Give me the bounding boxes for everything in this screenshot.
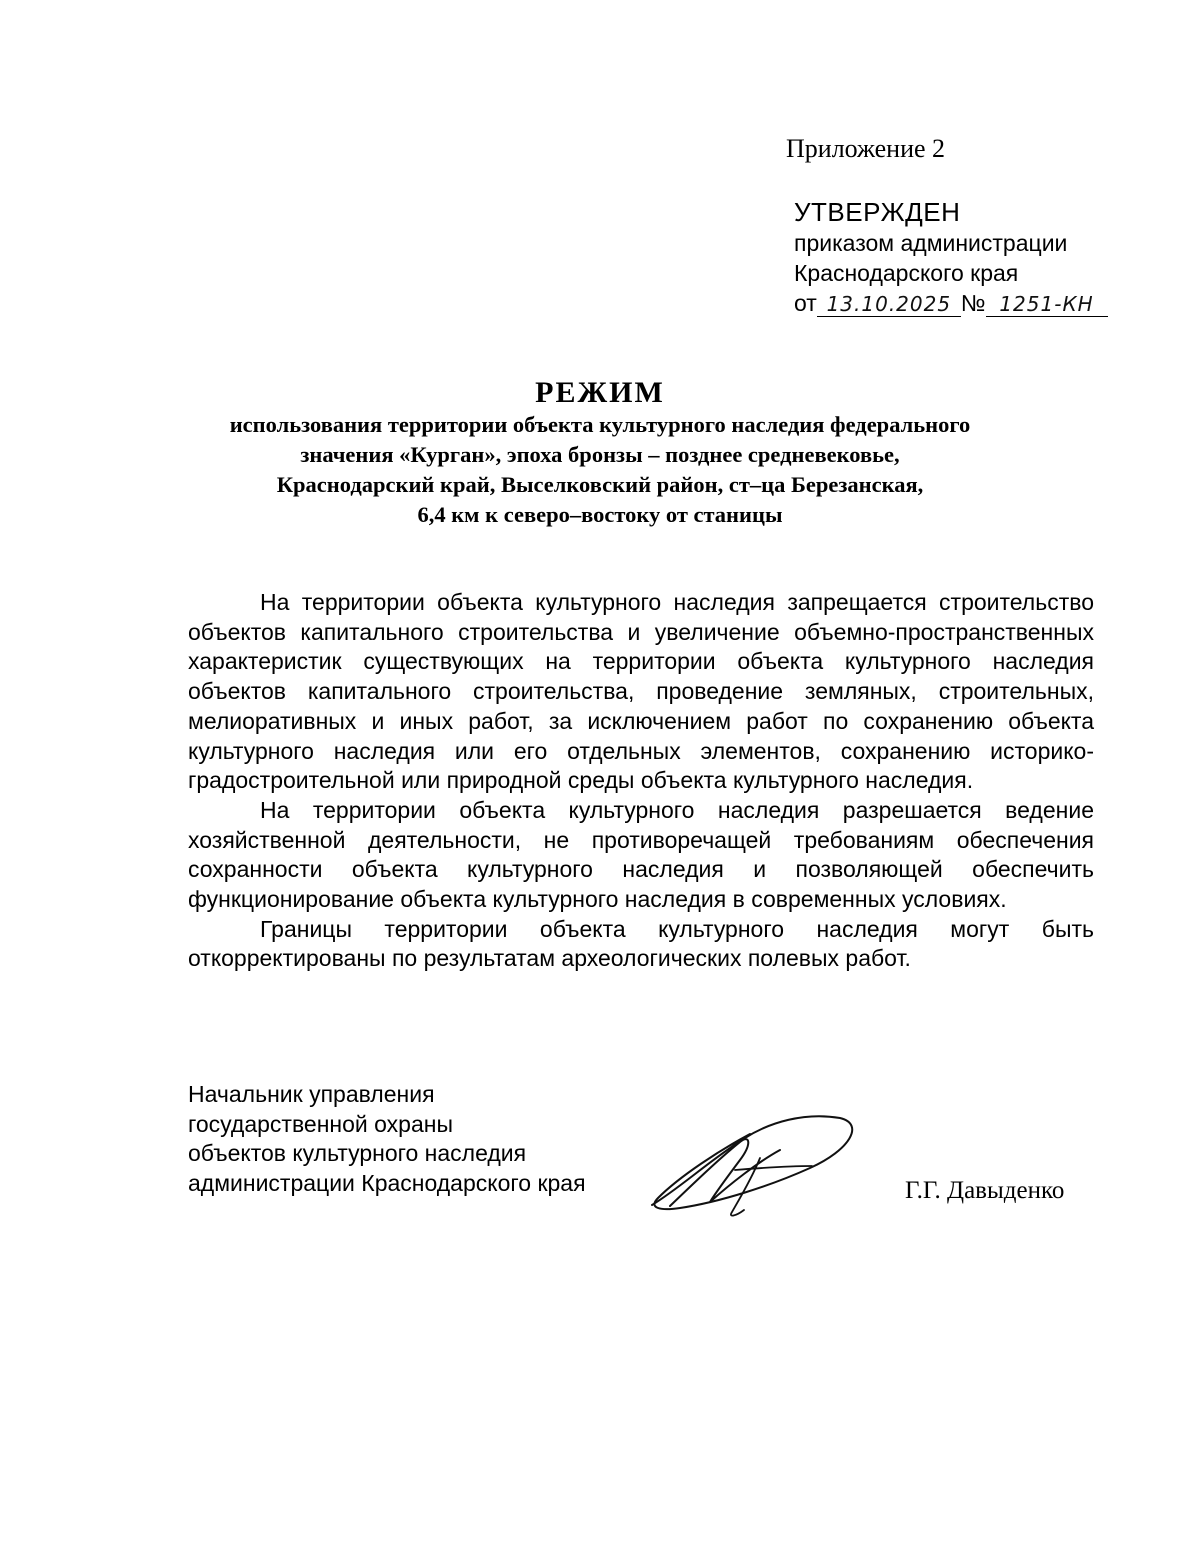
document-subtitle <box>150 410 1050 530</box>
position-line: администрации Краснодарского края <box>188 1169 586 1196</box>
handwritten-signature <box>640 1110 870 1220</box>
order-date: 13.10.2025 <box>817 292 961 317</box>
subtitle-line: использования территории объекта культурного наследия федерального <box>229 412 971 437</box>
body-paragraph: На территории объекта культурного наследия запрещается строительство объектов капитального строительства и увеличение объемно-пространственных характеристик существующих на территории объекта культурного наследия объектов капитального строительства, проведение земляных, строительных, мелиоративных и иных работ, за исключением работ по сохранению объекта культурного наследия или его отдельных элементов, сохранению историко-градостроительной или природной среды объекта культурного наследия. <box>188 589 1094 794</box>
approval-line-1: приказом администрации <box>794 230 1068 256</box>
document-title: РЕЖИМ <box>535 376 665 409</box>
approval-title: УТВЕРЖДЕН <box>794 197 961 227</box>
subtitle-line: Краснодарский край, Выселковский район, ст–ца Березанская, <box>276 472 924 497</box>
body-paragraph: Границы территории объекта культурного наследия могут быть откорректированы по результатам археологических полевых работ. <box>188 915 1094 972</box>
signatory-name: Г.Г. Давыденко <box>905 1177 1065 1204</box>
date-prefix: от <box>794 290 817 316</box>
signatory-position <box>188 1080 586 1198</box>
order-date-number <box>794 288 1108 318</box>
body-paragraph: На территории объекта культурного наследия разрешается ведение хозяйственной деятельности, не противоречащей требованиям обеспечения сохранности объекта культурного наследия и позволяющей обеспечить функционирование объекта культурного наследия в современных условиях. <box>188 796 1094 913</box>
number-prefix: № <box>960 290 986 316</box>
approval-line-2: Краснодарского края <box>794 260 1019 286</box>
subtitle-line: 6,4 км к северо–востоку от станицы <box>417 502 783 527</box>
document-body <box>188 588 1094 974</box>
position-line: Начальник управления <box>188 1081 435 1107</box>
order-number: 1251-КН <box>986 292 1108 317</box>
position-line: государственной охраны <box>188 1110 453 1137</box>
position-line: объектов культурного наследия <box>188 1140 527 1166</box>
appendix-label: Приложение 2 <box>786 134 946 163</box>
subtitle-line: значения «Курган», эпоха бронзы – позднее средневековье, <box>300 442 900 467</box>
approval-stamp <box>794 196 1108 318</box>
